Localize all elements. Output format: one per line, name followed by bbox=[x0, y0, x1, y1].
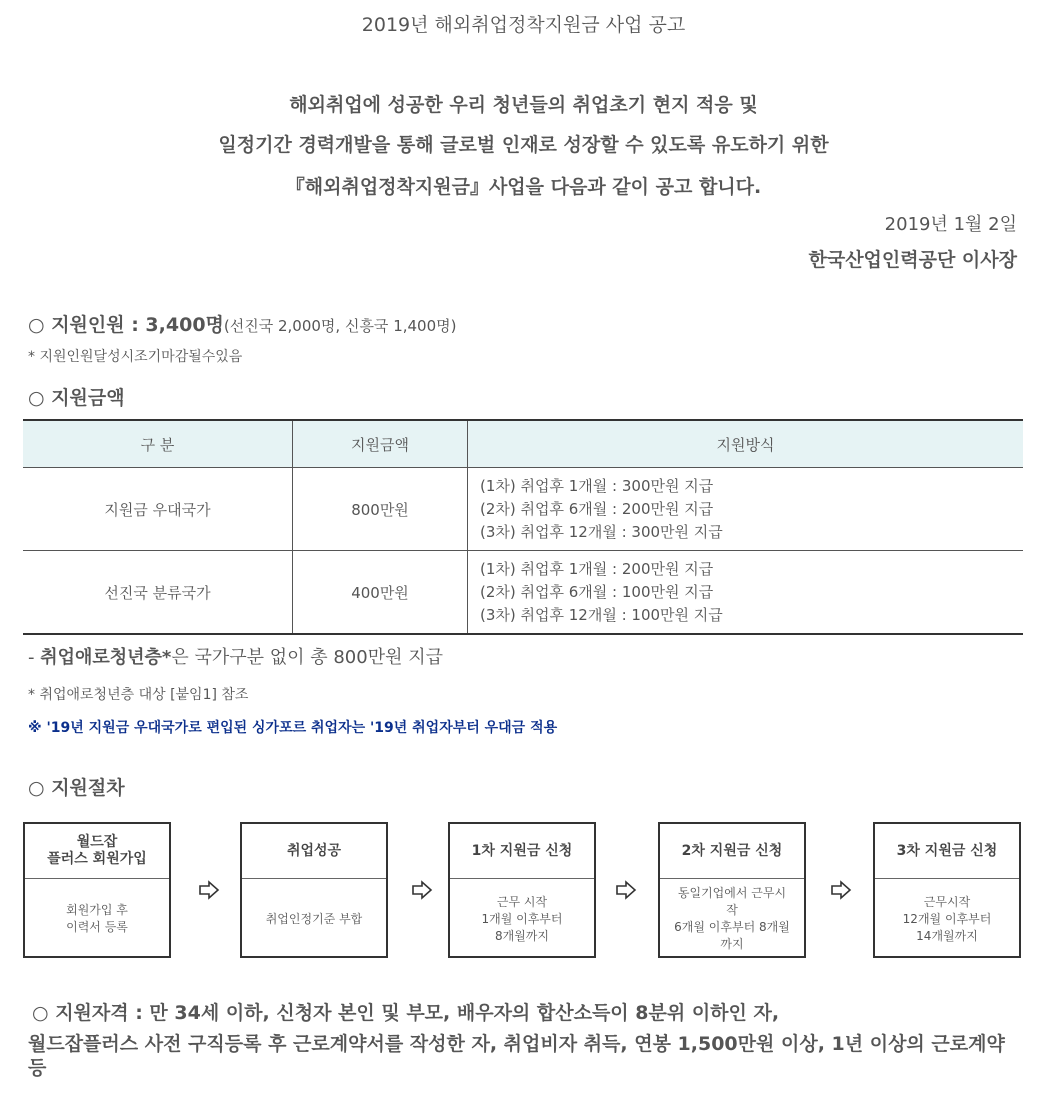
step-title: 1차 지원금 신청 bbox=[471, 842, 573, 859]
row-amount: 400만원 bbox=[293, 551, 468, 635]
youth-note-bold: 취업애로청년층* bbox=[40, 647, 172, 668]
arrow-right-icon bbox=[198, 880, 220, 900]
intro-line-1: 해외취업에 성공한 우리 청년들의 취업초기 현지 적응 및 bbox=[289, 94, 758, 116]
intro-line-3: 『해외취업정착지원금』사업을 다음과 같이 공고 합니다. bbox=[285, 176, 762, 198]
page-title: 2019년 해외취업정착지원금 사업 공고 bbox=[361, 14, 686, 36]
table-header-row bbox=[23, 420, 1023, 468]
step-description: 취업인정기준 부합 bbox=[265, 911, 363, 926]
method-line: (2차) 취업후 6개월 : 200만원 지급 bbox=[480, 499, 714, 518]
qualification-line-2: 월드잡플러스 사전 구직등록 후 근로계약서를 작성한 자, 취업비자 취득, 연봉 1,500만원 이상, 1년 이상의 근로계약 등 bbox=[28, 1033, 1005, 1079]
method-line: (3차) 취업후 12개월 : 300만원 지급 bbox=[480, 522, 723, 541]
row-category: 지원금 우대국가 bbox=[23, 468, 293, 551]
row-methods bbox=[468, 468, 1024, 551]
youth-note bbox=[28, 643, 443, 669]
table-row bbox=[23, 468, 1023, 551]
step-box-2 bbox=[240, 822, 388, 958]
step-box-5 bbox=[873, 822, 1021, 958]
step-description: 동일기업에서 근무시 작 6개월 이후부터 8개월 까지 bbox=[674, 886, 790, 951]
step-box-4 bbox=[658, 822, 806, 958]
step-title: 월드잡 플러스 회원가입 bbox=[47, 834, 147, 867]
singapore-note: ※ '19년 지원금 우대국가로 편입된 싱가포르 취업자는 '19년 취업자부터 우대금 적용 bbox=[28, 720, 558, 736]
step-description: 회원가입 후 이력서 등록 bbox=[66, 903, 128, 934]
procedure-section-title: ○ 지원절차 bbox=[28, 777, 125, 799]
support-amount-table bbox=[23, 419, 1023, 635]
row-category: 선진국 분류국가 bbox=[23, 551, 293, 635]
table-header-method: 지원방식 bbox=[468, 420, 1024, 468]
step-box-1 bbox=[23, 822, 171, 958]
recipients-detail: (선진국 2,000명, 신흥국 1,400명) bbox=[223, 317, 457, 335]
amount-section-title: ○ 지원금액 bbox=[28, 387, 125, 409]
step-box-3 bbox=[448, 822, 596, 958]
issuer: 한국산업인력공단 이사장 bbox=[808, 249, 1017, 271]
qualification-line-1: ○ 지원자격 : 만 34세 이하, 신청자 본인 및 부모, 배우자의 합산소득이 8분위 이하인 자, bbox=[32, 1002, 780, 1024]
step-title: 2차 지원금 신청 bbox=[681, 842, 783, 859]
step-title: 취업성공 bbox=[286, 842, 342, 859]
method-line: (3차) 취업후 12개월 : 100만원 지급 bbox=[480, 605, 723, 624]
step-title: 3차 지원금 신청 bbox=[896, 842, 998, 859]
arrow-right-icon bbox=[830, 880, 852, 900]
method-line: (2차) 취업후 6개월 : 100만원 지급 bbox=[480, 582, 714, 601]
arrow-right-icon bbox=[615, 880, 637, 900]
youth-note-rest: 은 국가구분 없이 총 800만원 지급 bbox=[171, 647, 443, 668]
table-header-amount: 지원금액 bbox=[293, 420, 468, 468]
recipients-section bbox=[28, 310, 456, 337]
intro-line-2: 일정기간 경력개발을 통해 글로벌 인재로 성장할 수 있도록 유도하기 위한 bbox=[218, 134, 829, 156]
recipients-note: * 지원인원달성시조기마감될수있음 bbox=[28, 349, 243, 365]
youth-note-prefix: - bbox=[28, 647, 41, 668]
method-line: (1차) 취업후 1개월 : 300만원 지급 bbox=[480, 476, 714, 495]
announcement-date: 2019년 1월 2일 bbox=[884, 214, 1017, 235]
step-description: 근무시작 12개월 이후부터 14개월까지 bbox=[902, 894, 992, 943]
youth-reference-note: * 취업애로청년층 대상 [붙임1] 참조 bbox=[28, 687, 249, 703]
step-description: 근무 시작 1개월 이후부터 8개월까지 bbox=[481, 894, 563, 943]
table-header-category: 구 분 bbox=[23, 420, 293, 468]
recipients-label: ○ 지원인원 : 3,400명 bbox=[28, 314, 224, 336]
arrow-right-icon bbox=[411, 880, 433, 900]
row-methods bbox=[468, 551, 1024, 635]
row-amount: 800만원 bbox=[293, 468, 468, 551]
table-row bbox=[23, 551, 1023, 635]
method-line: (1차) 취업후 1개월 : 200만원 지급 bbox=[480, 559, 714, 578]
